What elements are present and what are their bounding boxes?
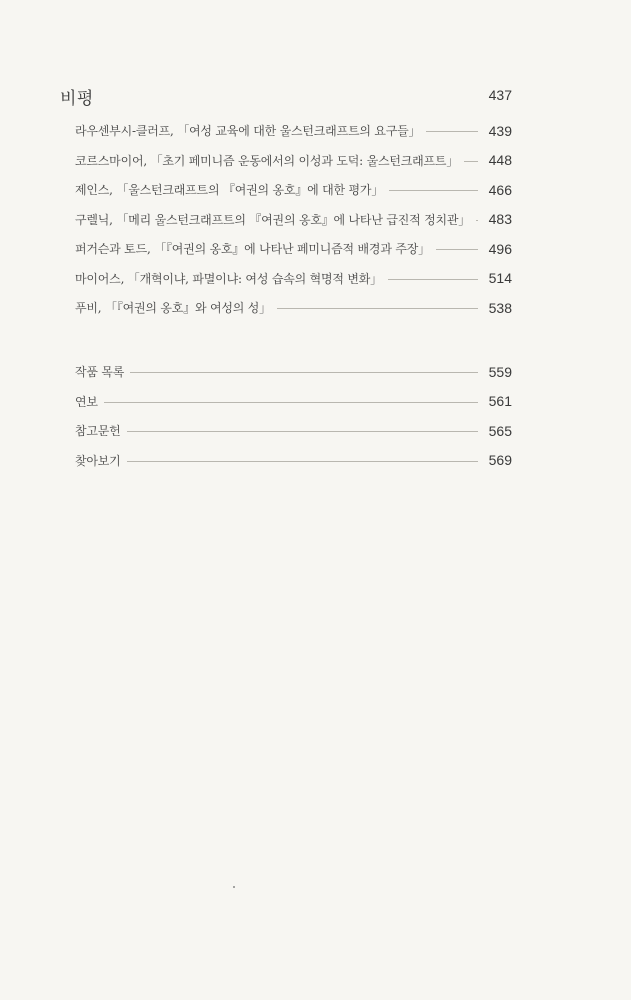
entry-page-number: 439 xyxy=(488,122,512,139)
section-page-number: 437 xyxy=(488,87,512,103)
toc-entry[interactable] xyxy=(75,446,512,476)
entry-title: 마이어스, 「개혁이냐, 파멸이냐: 여성 습속의 혁명적 변화」 xyxy=(75,271,382,286)
toc-entry[interactable] xyxy=(75,116,512,146)
critique-list xyxy=(75,116,512,323)
toc-entry[interactable] xyxy=(75,264,512,294)
leader-line xyxy=(127,461,478,462)
leader-line xyxy=(277,308,478,309)
entry-page-number: 538 xyxy=(488,299,512,316)
entry-title: 라우센부시-클러프, 「여성 교육에 대한 울스턴크래프트의 요구들」 xyxy=(75,124,421,139)
leader-line xyxy=(388,279,478,280)
entry-page-number: 559 xyxy=(488,363,512,380)
section-heading xyxy=(60,82,512,109)
page-speck xyxy=(233,886,235,888)
toc-entry[interactable] xyxy=(75,146,512,176)
leader-line xyxy=(426,131,478,132)
toc-entry[interactable] xyxy=(75,357,512,387)
leader-line xyxy=(389,190,478,191)
back-matter-list xyxy=(75,357,512,475)
entry-page-number: 496 xyxy=(488,240,512,257)
toc-entry[interactable] xyxy=(75,234,512,264)
entry-title: 제인스, 「울스턴크래프트의 『여권의 옹호』에 대한 평가」 xyxy=(75,183,384,198)
section-title: 비평 xyxy=(60,89,94,109)
leader-line xyxy=(130,372,478,373)
entry-title: 참고문헌 xyxy=(75,424,121,439)
entry-page-number: 565 xyxy=(488,422,512,439)
entry-page-number: 483 xyxy=(488,211,512,228)
entry-page-number: 569 xyxy=(488,452,512,469)
leader-line xyxy=(104,402,478,403)
leader-line xyxy=(436,249,478,250)
entry-title: 퍼거슨과 토드, 「『여권의 옹호』에 나타난 페미니즘적 배경과 주장」 xyxy=(75,242,430,257)
toc-entry[interactable] xyxy=(75,416,512,446)
entry-title: 푸비, 「『여권의 옹호』와 여성의 성」 xyxy=(75,301,271,316)
entry-title: 작품 목록 xyxy=(75,365,125,380)
toc-entry[interactable] xyxy=(75,175,512,205)
leader-line xyxy=(476,220,478,221)
toc-entry[interactable] xyxy=(75,293,512,323)
toc-entry[interactable] xyxy=(75,205,512,235)
leader-line xyxy=(127,431,478,432)
entry-title: 연보 xyxy=(75,394,98,409)
entry-page-number: 561 xyxy=(488,393,512,410)
entry-page-number: 514 xyxy=(488,270,512,287)
entry-title: 코르스마이어, 「초기 페미니즘 운동에서의 이성과 도덕: 울스턴크래프트」 xyxy=(75,153,459,168)
leader-line xyxy=(464,161,478,162)
entry-title: 구렐닉, 「메리 울스턴크래프트의 『여권의 옹호』에 나타난 급진적 정치관」 xyxy=(75,212,471,227)
entry-page-number: 448 xyxy=(488,152,512,169)
toc-entry[interactable] xyxy=(75,387,512,417)
entry-page-number: 466 xyxy=(488,181,512,198)
entry-title: 찾아보기 xyxy=(75,453,121,468)
